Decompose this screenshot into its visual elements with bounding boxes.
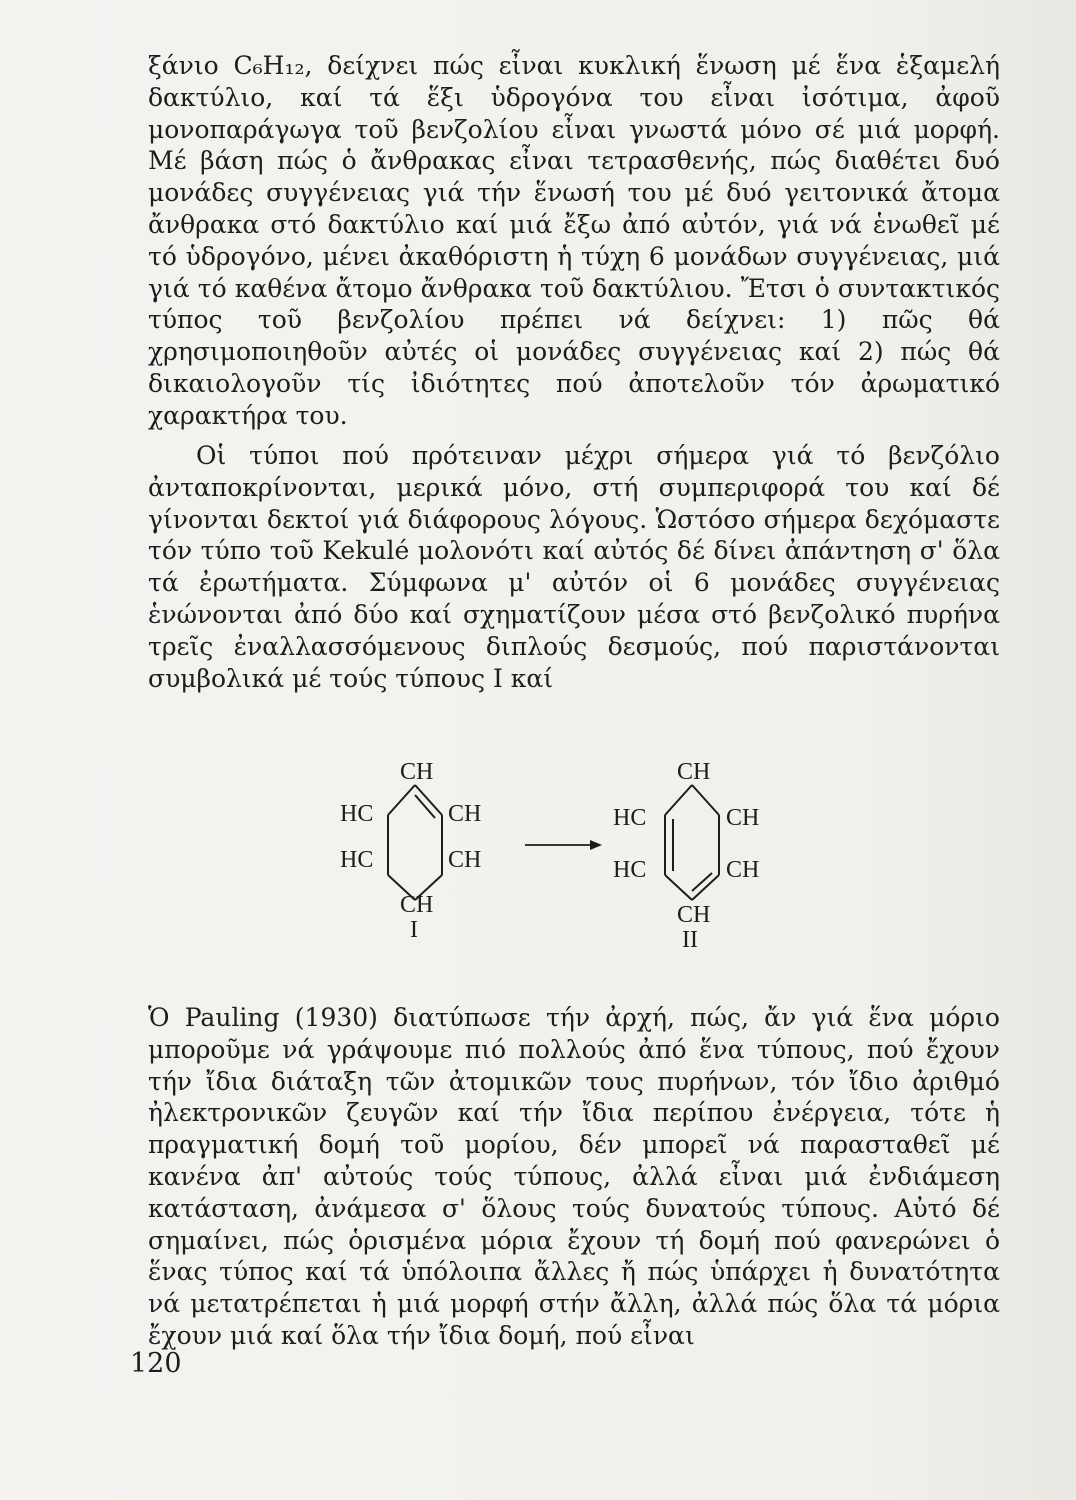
ring-II (613, 759, 759, 953)
paragraph-1: ξάνιο C₆H₁₂, δείχνει πώς εἶναι κυκλική ἕνωση μέ ἕνα ἑξαμελή δακτύλιο, καί τά ἕξι ὑδρογόνα του εἶναι ἰσότιμα, ἀφοῦ μονοπαράγωγα τοῦ βενζολίου εἶναι γνωστά μόνο σέ μιά μορφή. Μέ βάση πώς ὁ ἄνθρακας εἶναι τετρασθενής, πώς διαθέτει δυό μονάδες συγγένειας γιά τήν ἕνωσή του μέ δυό γειτονικά ἄτομα ἄνθρακα στό δακτύλιο καί μιά ἔξω ἀπό αὐτόν, γιά νά ἑνωθεῖ μέ τό ὑδρογόνο, μένει ἀκαθόριστη ἡ τύχη 6 μονάδων συγγένειας, μιά γιά τό καθένα ἄτομο ἄνθρακα τοῦ δακτύλιου. Ἔτσι ὁ συντακτικός τύπος τοῦ βενζολίου πρέπει νά δείχνει: 1) πῶς θά χρησιμοποιηθοῦν αὐτές οἱ μονάδες συγγένειας καί 2) πώς θά δικαιολογοῦν τίς ἰδιότητες πού ἀποτελοῦν τόν ἀρωματικό χαρακτήρα του. (148, 51, 1000, 430)
ring-II-top: CH (677, 759, 711, 785)
formula-diagram (330, 755, 810, 960)
ring-II-label: II (682, 927, 698, 953)
ring-I-lower-left: HC (340, 847, 374, 873)
resonance-arrow (525, 840, 602, 850)
paragraph-3: Ὁ Pauling (1930) διατύπωσε τήν ἀρχή, πώς, ἄν γιά ἕνα μόριο μποροῦμε νά γράψουμε πιό πολλούς ἀπό ἕνα τύπους, πού ἔχουν τήν ἴδια διάταξη τῶν ἀτομικῶν τους πυρήνων, τόν ἴδιο ἀριθμό ἠλεκτρονικῶν ζευγῶν καί τήν ἴδια περίπου ἐνέργεια, τότε ἡ πραγματική δομή τοῦ μορίου, δέν μπορεῖ νά παρασταθεῖ μέ κανένα ἀπ' αὐτούς τούς τύπους, ἀλλά εἶναι μιά ἐνδιάμεση κατάσταση, ἀνάμεσα σ' ὅλους τούς δυνατούς τύπους. Αὐτό δέ σημαίνει, πώς ὁρισμένα μόρια ἔχουν τή δομή πού φανερώνει ὁ ἕνας τύπος καί τά ὑπόλοιπα ἄλλες ἤ πώς ὑπάρχει ἡ δυνατότητα νά μετατρέπεται ἡ μιά μορφή στήν ἄλλη, ἀλλά πώς ὅλα τά μόρια ἔχουν μιά καί ὅλα τήν ἴδια δομή, πού εἶναι (148, 1003, 1000, 1350)
ring-I-upper-left: HC (340, 801, 374, 827)
ring-II-bottom: CH (677, 902, 711, 928)
kekule-benzene-formulas (330, 755, 810, 960)
ring-I (340, 759, 481, 943)
ring-I-upper-right: CH (448, 801, 482, 827)
ring-II-lower-left: HC (613, 857, 647, 883)
ring-I-bottom: CH (400, 892, 434, 918)
ring-I-label: I (410, 917, 418, 943)
ring-II-upper-left: HC (613, 805, 647, 831)
ring-II-lower-right: CH (726, 857, 760, 883)
page-number: 120 (130, 1348, 182, 1379)
ring-II-upper-right: CH (726, 805, 760, 831)
paragraph-2: Οἱ τύποι πού πρότειναν μέχρι σήμερα γιά τό βενζόλιο ἀνταποκρίνονται, μερικά μόνο, στή συμπεριφορά του καί δέ γίνονται δεκτοί γιά διάφορους λόγους. Ὡστόσο σήμερα δεχόμαστε τόν τύπο τοῦ Kekulé μολονότι καί αὐτός δέ δίνει ἀπάντηση σ' ὅλα τά ἐρωτήματα. Σύμφωνα μ' αὐτόν οἱ 6 μονάδες συγγένειας ἑνώνονται ἀπό δύο καί σχηματίζουν μέσα στό βενζολικό πυρήνα τρεῖς ἐναλλασσόμενους διπλούς δεσμούς, πού παριστάνονται συμβολικά μέ τούς τύπους I καί (148, 441, 1000, 693)
ring-I-lower-right: CH (448, 847, 482, 873)
ring-I-top: CH (400, 759, 434, 785)
